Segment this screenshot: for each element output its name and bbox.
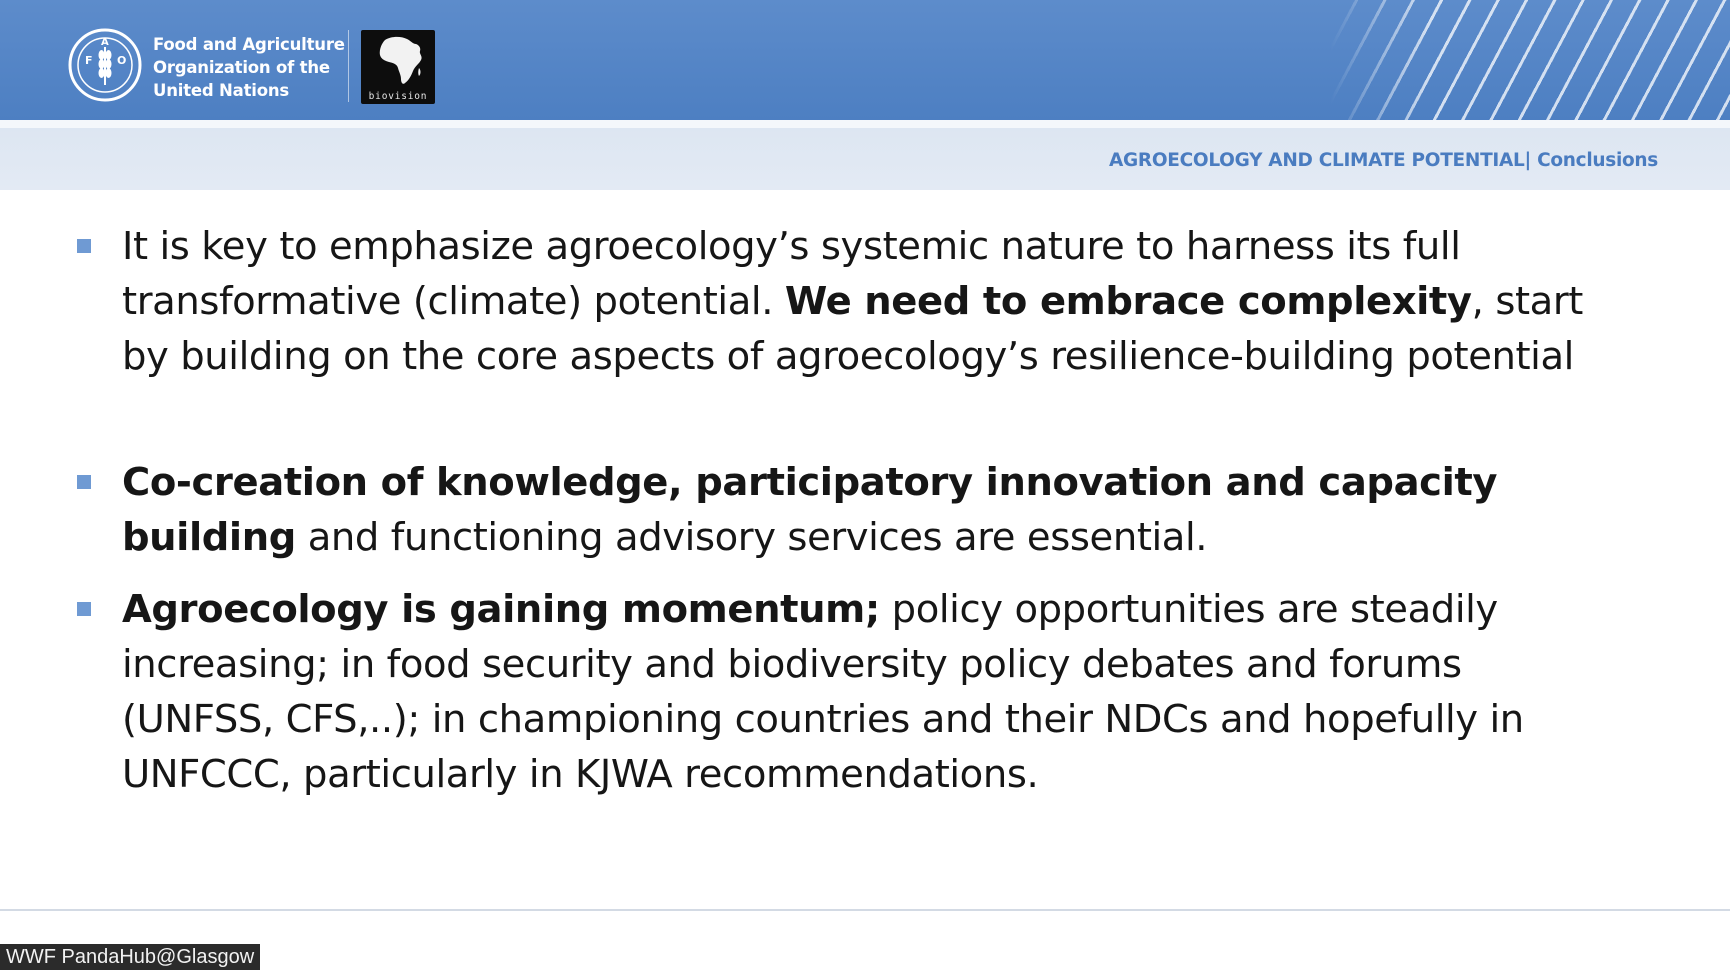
banner-edge [0,120,1730,128]
organization-name-line-2: Organization of the [153,58,330,77]
bullet-1-text-end: , start by building on the core aspects of agroecology’s resilience-building potential [122,279,1583,379]
bullet-marker [77,475,91,489]
organization-name-line-3: United Nations [153,81,290,100]
bullet-1-emphasis: We need to embrace complexity [784,279,1472,324]
organization-name [153,33,345,102]
biovision-logo [361,30,435,104]
bullet-3-emphasis: Agroecology is gaining momentum; [122,587,880,632]
fao-logo-letter-f: F [85,54,93,67]
section-title-subtitle: Conclusions [1537,150,1658,171]
bullet-3-text: policy opportunities are steadily increasing; in food security and biodiversity policy debates and forums (UNFSS, CFS,..); in championing countries and their NDCs and hopefully in UNFCCC, particularly in KJWA recommendations. [122,587,1524,797]
participant-name-label: WWF PandaHub@Glasgow [0,944,260,970]
section-title-main: AGROECOLOGY AND CLIMATE POTENTIAL [1109,150,1525,171]
africa-map-icon [361,30,435,90]
organization-name-line-1: Food and Agriculture [153,35,345,54]
bullet-item-2 [122,455,1602,565]
banner-stripes-decoration [1330,0,1730,120]
header-banner [0,0,1730,120]
fao-logo-letter-a: A [101,37,109,48]
bullet-2-emphasis: Co-creation of knowledge, participatory innovation and capacity building [122,460,1498,560]
fao-logo-icon [67,27,143,103]
footer-divider [0,909,1730,911]
section-title-separator: | [1524,150,1531,171]
bullet-2-text: and functioning advisory services are essential. [295,515,1208,560]
fao-logo-letter-o: O [117,54,127,67]
bullet-marker [77,239,91,253]
bullet-1-text: It is key to emphasize agroecology’s systemic nature to harness its full transformative (climate) potential. [122,224,1461,324]
bullet-item-1 [122,219,1602,384]
bullet-marker [77,602,91,616]
section-title [1109,150,1658,171]
bullet-item-3 [122,582,1602,802]
logo-divider [348,30,349,102]
biovision-logo-text: biovision [368,91,428,102]
